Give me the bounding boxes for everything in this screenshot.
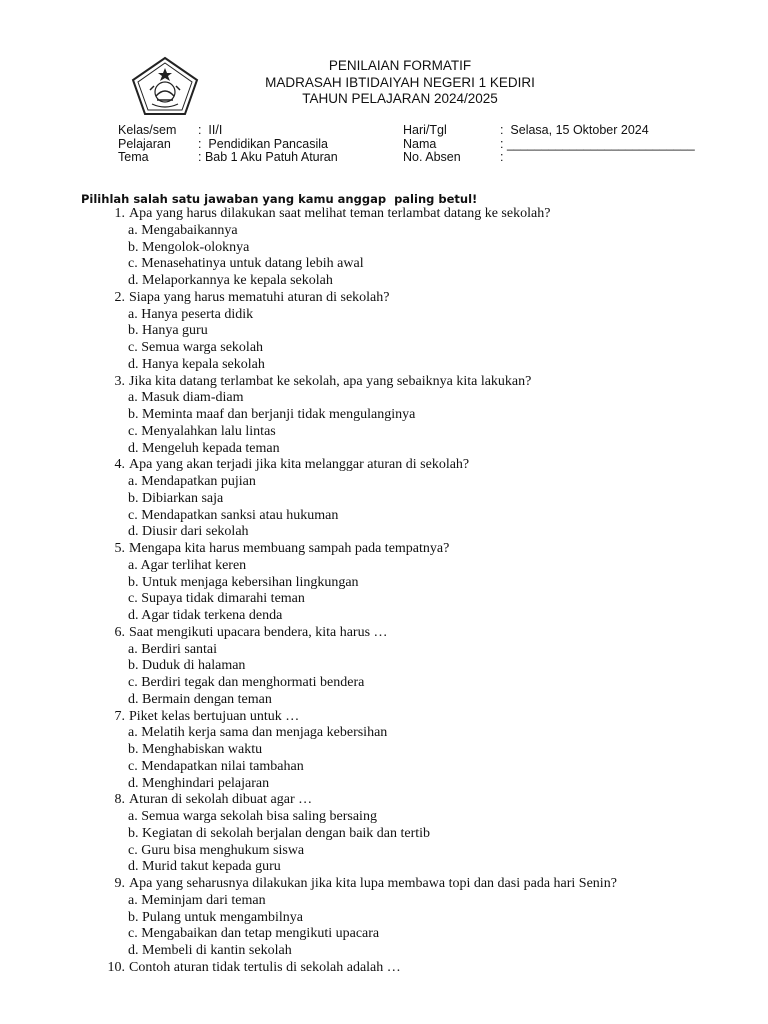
question-number: 2.	[114, 289, 125, 305]
info-value: :	[500, 150, 504, 164]
answer-option: d. Agar tidak terkena denda	[128, 608, 283, 623]
answer-option: b. Hanya guru	[128, 323, 208, 339]
info-label: No. Absen	[403, 150, 461, 164]
question-text: Siapa yang harus mematuhi aturan di sekolah?	[129, 289, 390, 305]
info-label: Tema	[118, 150, 149, 164]
answer-option: b. Untuk menjaga kebersihan lingkungan	[128, 574, 359, 590]
answer-option: c. Menasehatinya untuk datang lebih awal	[128, 256, 364, 272]
info-value: : Selasa, 15 Oktober 2024	[500, 123, 649, 137]
question-text: Apa yang akan terjadi jika kita melanggar aturan di sekolah?	[129, 457, 470, 473]
info-row-name	[403, 138, 695, 152]
info-value: : II/I	[198, 123, 223, 137]
info-row-date	[403, 124, 695, 138]
answer-option: a. Berdiri santai	[128, 641, 218, 657]
answer-option: d. Diusir dari sekolah	[128, 524, 249, 540]
answer-option: a. Mengabaikannya	[128, 222, 238, 238]
answer-option: b. Meminta maaf dan berjanji tidak mengulanginya	[128, 407, 416, 422]
question-number: 6.	[114, 624, 125, 640]
answer-option: b. Menghabiskan waktu	[128, 742, 263, 757]
header-title: PENILAIAN FORMATIF	[328, 58, 472, 73]
answer-option: c. Mendapatkan nilai tambahan	[128, 758, 304, 774]
question-item	[0, 960, 768, 977]
question-item	[0, 206, 768, 223]
info-label: Nama	[403, 136, 437, 151]
question-item	[0, 541, 768, 558]
question-text: Apa yang seharusnya dilakukan jika kita lupa membawa topi dan dasi pada hari Senin?	[129, 876, 617, 891]
answer-option: d. Bermain dengan teman	[128, 691, 272, 707]
student-info-right	[403, 124, 695, 165]
answer-option: d. Melaporkannya ke kepala sekolah	[128, 273, 333, 288]
question-number: 4.	[114, 457, 125, 473]
question-number: 7.	[114, 708, 125, 724]
question-list	[0, 206, 768, 977]
info-label: Pelajaran	[118, 136, 171, 151]
madrasah-logo	[130, 56, 200, 116]
question-number: 3.	[114, 373, 125, 389]
question-text: Contoh aturan tidak tertulis di sekolah adalah …	[129, 959, 401, 975]
info-value: : Pendidikan Pancasila	[198, 136, 328, 151]
info-row-class	[118, 124, 338, 138]
info-value: : Bab 1 Aku Patuh Aturan	[198, 150, 338, 164]
question-text: Jika kita datang terlambat ke sekolah, apa yang sebaiknya kita lakukan?	[129, 373, 532, 389]
question-text: Apa yang harus dilakukan saat melihat teman terlambat datang ke sekolah?	[129, 206, 551, 221]
question-text: Aturan di sekolah dibuat agar …	[129, 792, 313, 808]
question-item	[0, 457, 768, 474]
question-item	[0, 290, 768, 307]
header-academic-year: TAHUN PELAJARAN 2024/2025	[302, 91, 498, 106]
question-number: 5.	[114, 541, 125, 556]
document-header	[200, 58, 600, 108]
question-text: Mengapa kita harus membuang sampah pada tempatnya?	[129, 541, 450, 556]
instruction-text: Pilihlah salah satu jawaban yang kamu anggap paling betul!	[81, 192, 478, 206]
answer-option: d. Mengeluh kepada teman	[128, 440, 280, 456]
question-text: Piket kelas bertujuan untuk …	[129, 708, 300, 724]
question-item	[0, 709, 768, 726]
question-number: 1.	[114, 206, 125, 221]
question-item	[0, 625, 768, 642]
answer-option: b. Duduk di halaman	[128, 658, 246, 674]
answer-option: c. Menyalahkan lalu lintas	[128, 423, 276, 439]
info-row-absence-number	[403, 151, 695, 165]
answer-option: d. Murid takut kepada guru	[128, 859, 281, 875]
info-label: Hari/Tgl	[403, 123, 447, 137]
answer-option: b. Kegiatan di sekolah berjalan dengan baik dan tertib	[128, 825, 431, 841]
answer-option: a. Mendapatkan pujian	[128, 474, 256, 489]
question-text: Saat mengikuti upacara bendera, kita harus …	[129, 624, 388, 640]
info-label: Kelas/sem	[118, 123, 177, 137]
answer-option: a. Meminjam dari teman	[128, 892, 266, 908]
answer-option: c. Mendapatkan sanksi atau hukuman	[128, 507, 339, 523]
answer-option: b. Dibiarkan saja	[128, 490, 224, 506]
answer-option: a. Agar terlihat keren	[128, 557, 247, 573]
info-row-subject	[118, 138, 338, 152]
answer-option: a. Masuk diam-diam	[128, 390, 244, 406]
answer-option: c. Supaya tidak dimarahi teman	[128, 591, 305, 607]
answer-option: b. Mengolok-oloknya	[128, 239, 250, 255]
name-field: : ___________________________	[500, 136, 695, 151]
answer-option: a. Semua warga sekolah bisa saling bersaing	[128, 809, 377, 824]
answer-option: d. Hanya kepala sekolah	[128, 356, 265, 372]
answer-option: b. Pulang untuk mengambilnya	[128, 909, 303, 925]
question-item	[0, 792, 768, 809]
info-row-theme	[118, 151, 338, 165]
answer-option: c. Berdiri tegak dan menghormati bendera	[128, 675, 365, 690]
answer-option: c. Semua warga sekolah	[128, 340, 264, 355]
question-number: 8.	[114, 792, 125, 808]
header-school-name: MADRASAH IBTIDAIYAH NEGERI 1 KEDIRI	[265, 74, 535, 90]
question-item	[0, 876, 768, 893]
question-number: 10.	[107, 959, 125, 975]
answer-option: a. Melatih kerja sama dan menjaga kebersihan	[128, 725, 388, 741]
question-number: 9.	[114, 876, 125, 891]
answer-option: d. Menghindari pelajaran	[128, 775, 270, 791]
answer-option: a. Hanya peserta didik	[128, 306, 254, 322]
answer-option: d. Membeli di kantin sekolah	[128, 943, 292, 958]
question-item	[0, 374, 768, 391]
answer-option: c. Guru bisa menghukum siswa	[128, 842, 305, 858]
answer-option: c. Mengabaikan dan tetap mengikuti upacara	[128, 926, 380, 942]
student-info-left	[118, 124, 338, 165]
